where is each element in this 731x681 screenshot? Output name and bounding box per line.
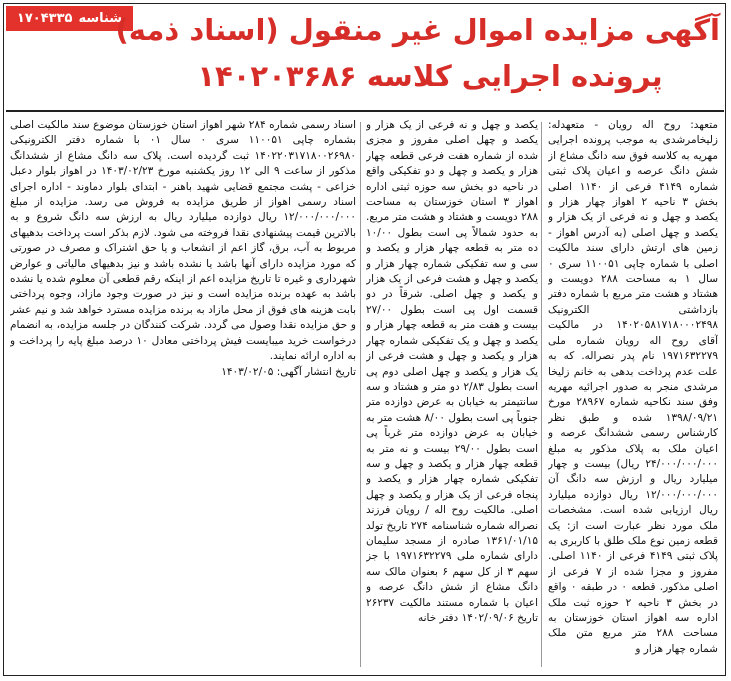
publish-date-label: تاریخ انتشار آگهی:: [276, 365, 356, 378]
identifier-label: شناسه: [78, 11, 123, 26]
column-3-text: اسناد رسمی شماره ۲۸۴ شهر اهواز استان خوزستان موضوع سند مالکیت اصلی بشماره چاپی ۱۱۰۰۵۱ سری ۰ سال ۰۱ با شماره دفتر الکترونیکی ۱۴۰۲۲۰۳۱۷۱۸۰۰۲۶۹۸۰ ثبت گردیده است. پلاک سه دانگ مشاع از ششدانگ مذکور از ساعت ۹ الی ۱۲ روز یکشنبه مورخ ۱۴۰۳/۰۲/۲۳ در اهواز بلوار دعبل خزاعی - پشت مجتمع قضایی شهید باهنر - ابتدای بلوار دماوند - اداره اجرای اسناد رسمی اهواز از طریق مزایده به فروش می رسد. مزایده از مبلغ ۱۲/۰۰۰/۰۰۰/۰۰۰ ریال دوازده میلیارد ریال به ارزش سه دانگ شروع و به بالاترین قیمت پیشنهادی نقدا فروخته می شود. لازم بذکر است پرداخت بدهیهای مربوط به آب، برق، گاز اعم از انشعاب و یا حق اشتراک و مصرف در صورتی که مورد مزایده دارای آنها باشد یا نشده باشد و نیز بدهیهای مالیاتی و عوارض شهرداری و غیره تا تاریخ مزایده اعم از اینکه رقم قطعی آن معلوم شده یا نشده باشد به عهده برنده مزایده است و نیز در صورت وجود مازاد، وجوه پرداختی بابت هزینه های فوق از محل مازاد به برنده مزایده مسترد خواهد شد و نیم عشر و حق مزایده نقدا وصول می گردد. شرکت کنندگان در جلسه مزایده، به انضمام درخواست خرید میبایست فیش پرداختی معادل ۱۰ درصد مبلغ پایه را پرداخت و به اداره ارائه نمایند.: [10, 119, 356, 363]
header-divider: [6, 110, 724, 112]
column-divider: [360, 122, 361, 667]
case-number-title: پرونده اجرایی کلاسه ۱۴۰۲۰۳۶۸۶: [197, 59, 663, 93]
identifier-number: ۱۷۰۴۳۳۵: [16, 11, 73, 26]
notice-body: [6, 118, 722, 673]
text-column-1: [548, 118, 718, 673]
column-divider: [541, 122, 542, 667]
publish-date-line: [10, 365, 356, 380]
text-column-3: [10, 118, 356, 673]
column-1-text: متعهد: روح اله رویان - متعهدله: زلیخامرشدی به موجب پرونده اجرایی مهریه به کلاسه فوق سه دانگ مشاع از شش دانگ عرصه و اعیان پلاک ثبتی شماره ۴۱۴۹ فرعی از ۱۱۴۰ اصلی بخش ۳ ناحیه ۲ اهواز چهار هزار و یکصد و چهل و نه فرعی از یک هزار و یکصد و چهل اصلی (به آدرس اهواز - زمین های ارتش دارای سند مالکیت اصلی با شماره چاپی ۱۱۰۰۵۱ سری ۰ سال ۱ به مساحت ۲۸۸ دویست و هشتاد و هشت متر مربع با شماره دفتر بازداشتی الکترونیک ۱۴۰۲۰۵۸۱۷۱۸۰۰۰۲۴۹۸ در مالکیت آقای روح اله رویان شماره ملی ۱۹۷۱۶۳۲۲۷۹ نام پدر نصراله. که به علت عدم پرداخت بدهی به خانم زلیخا مرشدی منجر به صدور اجرائیه مهریه وفق سند نکاحیه شماره ۲۸۹۶۷ مورخ ۱۳۹۸/۰۹/۲۱ شده و طبق نظر کارشناس رسمی ششدانگ عرصه و اعیان ملک به پلاک مذکور به مبلغ ۲۴/۰۰۰/۰۰۰/۰۰۰ ریال) بیست و چهار میلیارد ریال و ارزش سه دانگ آن ۱۲/۰۰۰/۰۰۰/۰۰۰ ریال دوازده میلیارد ریال ارزیابی شده است. مشخصات ملک مورد نظر عبارت است از: یک قطعه زمین نوع ملک طلق با کاربری به پلاک ثبتی ۴۱۴۹ فرعی از ۱۱۴۰ اصلی. مفروز و مجزا شده از ۷ فرعی از اصلی مذکور. قطعه ۰ در طبقه ۰ واقع در بخش ۳ ناحیه ۲ حوزه ثبت ملک اداره سه اهواز استان خوزستان به مساحت ۲۸۸ متر مربع متن ملک شماره چهار هزار و: [548, 119, 718, 655]
identifier-badge: [6, 6, 133, 31]
notice-title: آگهی مزایده اموال غیر منقول (اسناد ذمه): [115, 13, 720, 47]
column-2-text: یکصد و چهل و نه فرعی از یک هزار و یکصد و چهل اصلی مفروز و مجزی شده از شماره هفت فرعی قطعه چهار هزار و یکصد و چهل و دو تفکیکی واقع در ناحیه دو بخش سه حوزه ثبتی اداره اهواز ۳ استان خوزستان به مساحت ۲۸۸ دویست و هشتاد و هشت متر مربع. به حدود شمالاً پی است بطول ۱۰/۰۰ ده متر به قطعه چهار هزار و یکصد و سی و سه تفکیکی شماره چهار هزار و یکصد و چهل و هشت فرعی از یک هزار و یکصد و چهل اصلی. شرقاً در دو قسمت اول پی است بطول ۲۷/۰۰ بیست و هفت متر به قطعه چهار هزار و یکصد و چهل و یک تفکیکی شماره چهار هزار و یکصد و چهل و هشت فرعی از یک هزار و یکصد و چهل اصلی دوم پی است بطول ۲/۸۳ دو متر و هشتاد و سه سانتیمتر به خیابان به عرض دوازده متر جنوباً پی است بطول ۸/۰۰ هشت متر به خیابان به عرض دوازده متر غرباً پی است بطول ۲۹/۰۰ بیست و نه متر به قطعه چهار هزار و یکصد و چهل و سه تفکیکی شماره چهار هزار و یکصد و پنجاه فرعی از یک هزار و یکصد و چهل اصلی. مالکیت روح اله / رویان فرزند نصراله شماره شناسنامه ۲۷۴ تاریخ تولد ۱۳۶۱/۰۱/۱۵ صادره از مسجد سلیمان دارای شماره ملی ۱۹۷۱۶۳۲۲۷۹ با جز سهم ۳ از کل سهم ۶ بعنوان مالک سه دانگ مشاع از شش دانگ عرصه و اعیان با شماره مستند مالکیت ۲۶۲۳۷ تاریخ ۱۴۰۲/۰۹/۰۶ دفتر خانه: [366, 119, 538, 624]
publish-date: ۱۴۰۳/۰۲/۰۵: [221, 365, 274, 378]
text-column-2: [366, 118, 538, 673]
